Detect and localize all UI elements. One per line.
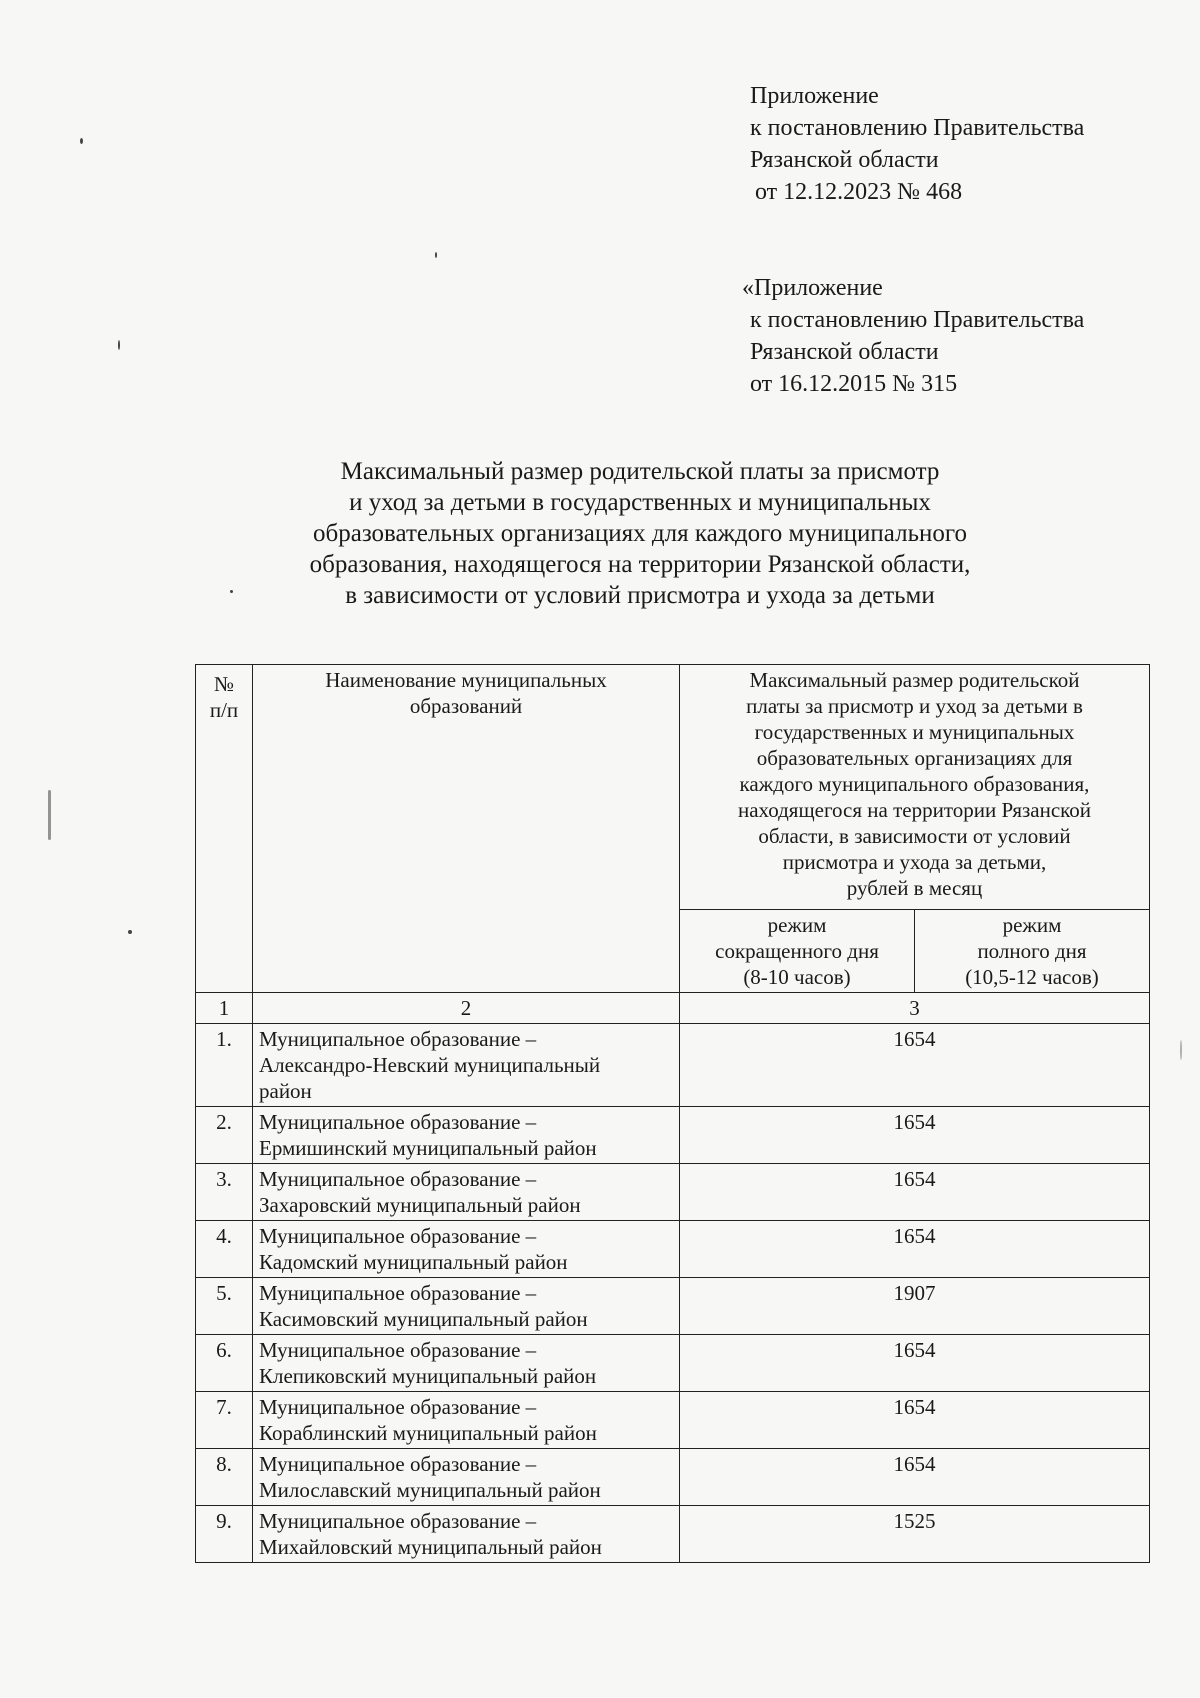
row-value: 1654 (680, 1449, 1150, 1506)
row-name: Муниципальное образование – Кораблинский муниципальный район (253, 1392, 680, 1449)
column-number: 1 (196, 993, 253, 1024)
row-number: 6. (196, 1335, 253, 1392)
document-title (200, 456, 1080, 611)
table-header-row (196, 665, 1150, 910)
title-line: и уход за детьми в государственных и муниципальных (349, 489, 931, 516)
table-row (196, 1278, 1150, 1335)
row-number: 7. (196, 1392, 253, 1449)
row-number: 5. (196, 1278, 253, 1335)
row-value: 1654 (680, 1024, 1150, 1107)
header-line: Приложение (750, 83, 879, 109)
header-cell-full-day: режим полного дня (10,5-12 часов) (915, 910, 1150, 993)
row-value: 1654 (680, 1164, 1150, 1221)
scan-speck (435, 252, 437, 258)
row-name: Муниципальное образование – Клепиковский муниципальный район (253, 1335, 680, 1392)
column-number: 3 (680, 993, 1150, 1024)
column-number: 2 (253, 993, 680, 1024)
header-line: Рязанской области (750, 147, 939, 173)
header-cell-fee: Максимальный размер родительской платы за присмотр и уход за детьми в государственных и муниципальных образовательных организациях для каждого муниципального образования, находящегося на территории Рязанской области, в зависимости от условий присмотра и ухода за детьми, рублей в месяц (680, 665, 1150, 910)
table-row (196, 1221, 1150, 1278)
row-number: 4. (196, 1221, 253, 1278)
row-value: 1907 (680, 1278, 1150, 1335)
header-line: от 12.12.2023 № 468 (755, 179, 963, 205)
row-name: Муниципальное образование – Ермишинский муниципальный район (253, 1107, 680, 1164)
header-line: «Приложение (742, 275, 883, 301)
row-name: Муниципальное образование – Милославский муниципальный район (253, 1449, 680, 1506)
row-value: 1654 (680, 1221, 1150, 1278)
title-line: образовательных организациях для каждого муниципального (313, 520, 967, 547)
column-number-row (196, 993, 1150, 1024)
table-row (196, 1164, 1150, 1221)
table-row (196, 1506, 1150, 1563)
original-appendix-header (742, 272, 1085, 400)
scan-speck (118, 340, 120, 350)
row-value: 1654 (680, 1107, 1150, 1164)
row-name: Муниципальное образование – Кадомский муниципальный район (253, 1221, 680, 1278)
row-number: 2. (196, 1107, 253, 1164)
header-cell-number: № п/п (196, 665, 253, 993)
scan-speck (48, 790, 51, 840)
table-row (196, 1107, 1150, 1164)
row-name: Муниципальное образование – Захаровский муниципальный район (253, 1164, 680, 1221)
row-number: 8. (196, 1449, 253, 1506)
scan-speck (128, 930, 132, 934)
header-line: от 16.12.2015 № 315 (750, 371, 958, 397)
row-value: 1525 (680, 1506, 1150, 1563)
row-number: 1. (196, 1024, 253, 1107)
header-line: Рязанской области (750, 339, 939, 365)
fee-table (195, 664, 1150, 1563)
title-line: образования, находящегося на территории Рязанской области, (309, 551, 971, 578)
row-number: 9. (196, 1506, 253, 1563)
row-name: Муниципальное образование – Александро-Невский муниципальный район (253, 1024, 680, 1107)
title-line: Максимальный размер родительской платы за присмотр (340, 458, 940, 485)
header-line: к постановлению Правительства (750, 115, 1085, 141)
row-name: Муниципальное образование – Михайловский муниципальный район (253, 1506, 680, 1563)
row-value: 1654 (680, 1335, 1150, 1392)
scan-speck (80, 138, 83, 144)
scan-speck (230, 590, 233, 593)
row-value: 1654 (680, 1392, 1150, 1449)
title-line: в зависимости от условий присмотра и ухода за детьми (345, 582, 935, 609)
table-row (196, 1335, 1150, 1392)
scan-speck (1180, 1040, 1182, 1060)
row-number: 3. (196, 1164, 253, 1221)
appendix-header (750, 80, 1084, 208)
header-cell-name: Наименование муниципальных образований (253, 665, 680, 993)
header-cell-short-day: режим сокращенного дня (8-10 часов) (680, 910, 915, 993)
table-row (196, 1392, 1150, 1449)
header-line: к постановлению Правительства (750, 307, 1085, 333)
table-row (196, 1024, 1150, 1107)
row-name: Муниципальное образование – Касимовский муниципальный район (253, 1278, 680, 1335)
table-row (196, 1449, 1150, 1506)
